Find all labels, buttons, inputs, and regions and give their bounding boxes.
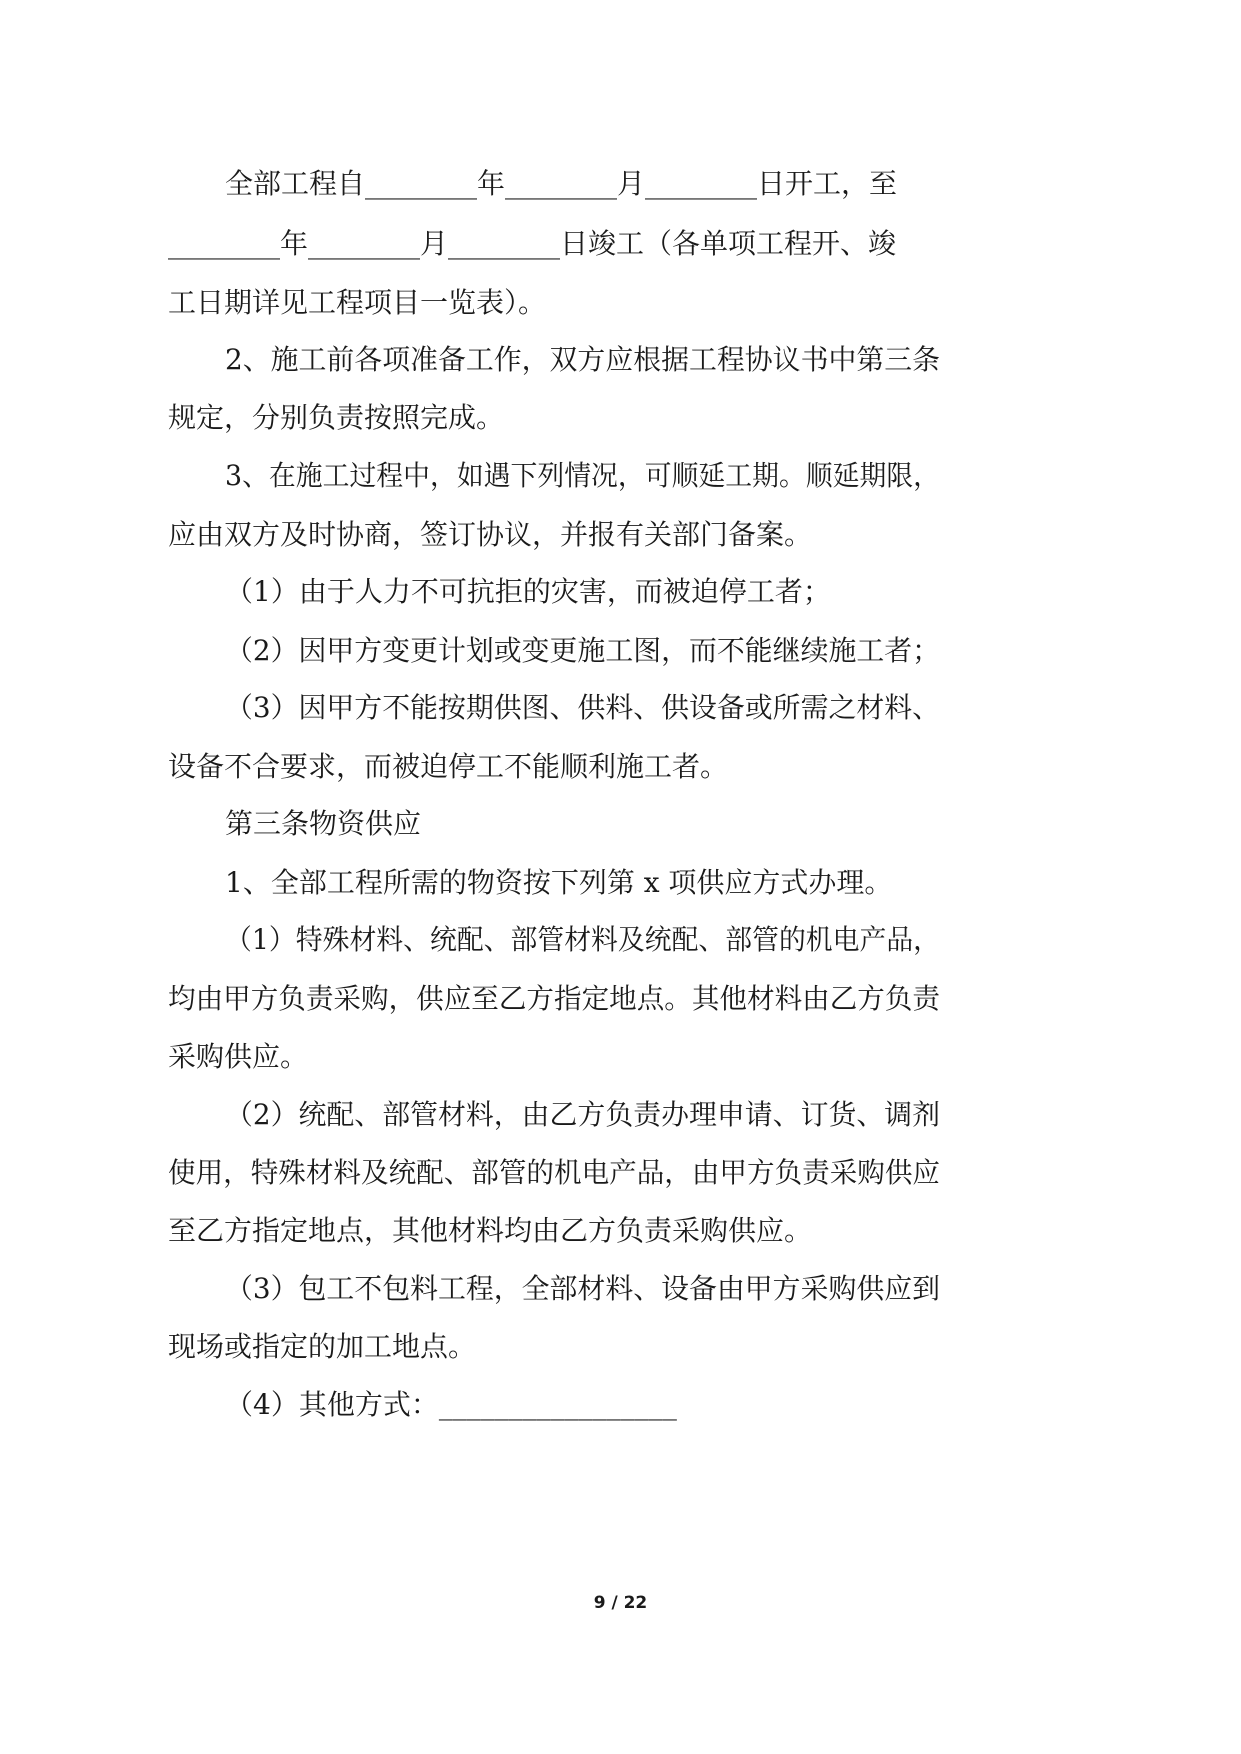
text-line <box>0 1211 1241 1251</box>
text-line <box>0 1327 1241 1367</box>
text-line-content: 应由双方及时协商，签订协议，并报有关部门备案。 <box>168 518 813 551</box>
text-line-content: 设备不合要求，而被迫停工不能顺利施工者。 <box>168 750 729 783</box>
text-line-content: 使用，特殊材料及统配、部管的机电产品，由甲方负责采购供应 <box>168 1156 941 1189</box>
page-number: 9 / 22 <box>593 1593 648 1613</box>
text-line-content: 规定，分别负责按照完成。 <box>168 401 505 434</box>
text-line-content: 采购供应。 <box>168 1040 309 1073</box>
text-line-content: 2、施工前各项准备工作，双方应根据工程协议书中第三条 <box>225 343 941 376</box>
section-heading-text: 第三条物资供应 <box>225 807 422 840</box>
text-line-content: 均由甲方负责采购，供应至乙方指定地点。其他材料由乙方负责 <box>168 982 941 1015</box>
text-line-content: （1）由于人力不可抗拒的灾害，而被迫停工者； <box>225 575 831 608</box>
text-line <box>0 1153 1241 1193</box>
text-line <box>0 572 1241 612</box>
text-line <box>0 1095 1241 1135</box>
text-line <box>0 631 1241 671</box>
text-line <box>0 920 1241 960</box>
text-line <box>0 863 1241 903</box>
section-heading <box>0 804 1241 844</box>
text-line <box>0 1269 1241 1309</box>
text-line-content: （4）其他方式：_________________ <box>225 1388 677 1421</box>
text-line-content: 工日期详见工程项目一览表）。 <box>168 286 547 319</box>
text-line <box>0 515 1241 555</box>
text-line <box>0 747 1241 787</box>
text-line-content: 3、在施工过程中，如遇下列情况，可顺延工期。顺延期限， <box>225 459 941 492</box>
text-line-content: （3）包工不包料工程，全部材料、设备由甲方采购供应到 <box>225 1272 941 1305</box>
text-line <box>0 456 1241 496</box>
text-line-content: ________年________月________日竣工（各单项工程开、竣 <box>168 227 897 260</box>
text-line-content: （2）统配、部管材料，由乙方负责办理申请、订货、调剂 <box>225 1098 941 1131</box>
text-line-content: 1、全部工程所需的物资按下列第 x 项供应方式办理。 <box>225 866 893 899</box>
text-line <box>0 398 1241 438</box>
text-line-content: 至乙方指定地点，其他材料均由乙方负责采购供应。 <box>168 1214 813 1247</box>
text-line <box>0 1037 1241 1077</box>
text-line <box>0 340 1241 380</box>
text-line <box>0 164 1241 204</box>
text-line <box>0 1385 1241 1425</box>
text-line-content: 现场或指定的加工地点。 <box>168 1330 477 1363</box>
text-line-content: （3）因甲方不能按期供图、供料、供设备或所需之材料、 <box>225 691 941 724</box>
text-line <box>0 979 1241 1019</box>
text-line-content: （2）因甲方变更计划或变更施工图，而不能继续施工者； <box>225 634 941 667</box>
text-line-content: （1）特殊材料、统配、部管材料及统配、部管的机电产品， <box>225 923 941 956</box>
text-line <box>0 688 1241 728</box>
text-line-content: 全部工程自________年________月________日开工，至 <box>225 167 898 200</box>
text-line <box>0 224 1241 264</box>
text-line <box>0 283 1241 323</box>
